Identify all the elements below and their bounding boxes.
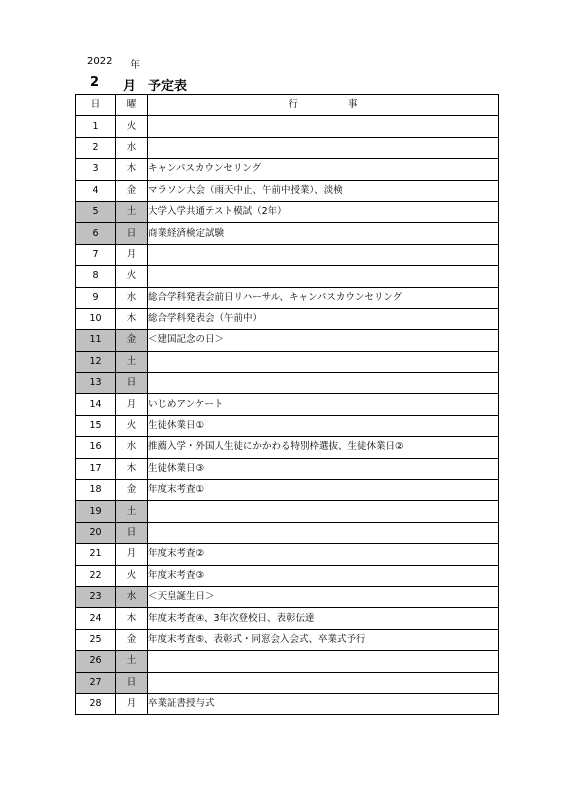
day-cell: 25 bbox=[76, 629, 116, 650]
event-cell: 年度末考査③ bbox=[148, 565, 499, 586]
table-row bbox=[76, 629, 499, 650]
weekday-cell: 日 bbox=[116, 522, 148, 543]
day-cell: 21 bbox=[76, 544, 116, 565]
table-row bbox=[76, 201, 499, 222]
weekday-cell: 土 bbox=[116, 501, 148, 522]
table-row bbox=[76, 373, 499, 394]
event-cell bbox=[148, 373, 499, 394]
event-cell: 年度末考査④、3年次登校日、表彰伝達 bbox=[148, 608, 499, 629]
weekday-cell: 日 bbox=[116, 223, 148, 244]
table-row bbox=[76, 415, 499, 436]
table-row bbox=[76, 394, 499, 415]
weekday-cell: 土 bbox=[116, 201, 148, 222]
table-header-row bbox=[76, 95, 499, 116]
day-cell: 3 bbox=[76, 159, 116, 180]
table-row bbox=[76, 480, 499, 501]
table-row bbox=[76, 586, 499, 607]
day-cell: 22 bbox=[76, 565, 116, 586]
table-row bbox=[76, 137, 499, 158]
weekday-cell: 木 bbox=[116, 308, 148, 329]
weekday-cell: 火 bbox=[116, 116, 148, 137]
event-cell: マラソン大会（雨天中止、午前中授業）、淡検 bbox=[148, 180, 499, 201]
event-cell bbox=[148, 651, 499, 672]
schedule-table bbox=[75, 94, 499, 715]
table-row bbox=[76, 437, 499, 458]
event-cell: 推薦入学・外国人生徒にかかわる特別枠選抜、生徒休業日② bbox=[148, 437, 499, 458]
day-cell: 16 bbox=[76, 437, 116, 458]
weekday-cell: 土 bbox=[116, 351, 148, 372]
day-cell: 11 bbox=[76, 330, 116, 351]
day-cell: 12 bbox=[76, 351, 116, 372]
event-cell: いじめアンケート bbox=[148, 394, 499, 415]
column-header-weekday: 曜 bbox=[116, 95, 148, 116]
event-cell bbox=[148, 244, 499, 265]
weekday-cell: 火 bbox=[116, 565, 148, 586]
weekday-cell: 火 bbox=[116, 415, 148, 436]
table-row bbox=[76, 223, 499, 244]
month-unit: 月 bbox=[123, 79, 137, 94]
event-cell: キャンパスカウンセリング bbox=[148, 159, 499, 180]
day-cell: 26 bbox=[76, 651, 116, 672]
schedule-title: 予定表 bbox=[148, 79, 188, 94]
day-cell: 8 bbox=[76, 266, 116, 287]
event-cell: 年度末考査⑤、表彰式・同窓会入会式、卒業式予行 bbox=[148, 629, 499, 650]
table-row bbox=[76, 501, 499, 522]
year-number: 2022 bbox=[87, 56, 113, 67]
day-cell: 17 bbox=[76, 458, 116, 479]
weekday-cell: 木 bbox=[116, 159, 148, 180]
event-cell: ＜建国記念の日＞ bbox=[148, 330, 499, 351]
day-cell: 5 bbox=[76, 201, 116, 222]
table-row bbox=[76, 651, 499, 672]
event-cell bbox=[148, 266, 499, 287]
table-row bbox=[76, 116, 499, 137]
column-header-event-left: 行 bbox=[288, 99, 298, 111]
weekday-cell: 火 bbox=[116, 266, 148, 287]
weekday-cell: 水 bbox=[116, 437, 148, 458]
event-cell bbox=[148, 116, 499, 137]
weekday-cell: 日 bbox=[116, 672, 148, 693]
table-row bbox=[76, 522, 499, 543]
table-row bbox=[76, 244, 499, 265]
day-cell: 10 bbox=[76, 308, 116, 329]
year-unit: 年 bbox=[130, 60, 140, 71]
table-row bbox=[76, 351, 499, 372]
column-header-event-right: 事 bbox=[348, 99, 358, 111]
event-cell bbox=[148, 501, 499, 522]
day-cell: 23 bbox=[76, 586, 116, 607]
event-cell: 年度末考査① bbox=[148, 480, 499, 501]
weekday-cell: 月 bbox=[116, 394, 148, 415]
day-cell: 4 bbox=[76, 180, 116, 201]
day-cell: 1 bbox=[76, 116, 116, 137]
weekday-cell: 月 bbox=[116, 693, 148, 714]
day-cell: 13 bbox=[76, 373, 116, 394]
weekday-cell: 木 bbox=[116, 608, 148, 629]
day-cell: 9 bbox=[76, 287, 116, 308]
column-header-event bbox=[148, 95, 499, 116]
weekday-cell: 木 bbox=[116, 458, 148, 479]
event-cell: 卒業証書授与式 bbox=[148, 693, 499, 714]
column-header-day: 日 bbox=[76, 95, 116, 116]
month-number: 2 bbox=[90, 75, 100, 90]
day-cell: 2 bbox=[76, 137, 116, 158]
event-cell: 商業経済検定試験 bbox=[148, 223, 499, 244]
table-row bbox=[76, 608, 499, 629]
weekday-cell: 金 bbox=[116, 180, 148, 201]
event-cell: 総合学科発表会前日リハーサル、キャンパスカウンセリング bbox=[148, 287, 499, 308]
table-row bbox=[76, 287, 499, 308]
event-cell: 生徒休業日① bbox=[148, 415, 499, 436]
weekday-cell: 金 bbox=[116, 480, 148, 501]
day-cell: 19 bbox=[76, 501, 116, 522]
table-row bbox=[76, 159, 499, 180]
table-row bbox=[76, 672, 499, 693]
table-row bbox=[76, 544, 499, 565]
day-cell: 18 bbox=[76, 480, 116, 501]
event-cell bbox=[148, 522, 499, 543]
day-cell: 7 bbox=[76, 244, 116, 265]
event-cell bbox=[148, 137, 499, 158]
event-cell: 生徒休業日③ bbox=[148, 458, 499, 479]
schedule-body bbox=[76, 116, 499, 715]
event-cell bbox=[148, 672, 499, 693]
table-row bbox=[76, 458, 499, 479]
event-cell: 大学入学共通テスト模試（2年） bbox=[148, 201, 499, 222]
weekday-cell: 土 bbox=[116, 651, 148, 672]
weekday-cell: 月 bbox=[116, 544, 148, 565]
day-cell: 24 bbox=[76, 608, 116, 629]
event-cell bbox=[148, 351, 499, 372]
weekday-cell: 金 bbox=[116, 629, 148, 650]
day-cell: 20 bbox=[76, 522, 116, 543]
table-row bbox=[76, 565, 499, 586]
day-cell: 14 bbox=[76, 394, 116, 415]
day-cell: 27 bbox=[76, 672, 116, 693]
table-row bbox=[76, 693, 499, 714]
table-row bbox=[76, 266, 499, 287]
event-cell: 年度末考査② bbox=[148, 544, 499, 565]
weekday-cell: 水 bbox=[116, 287, 148, 308]
weekday-cell: 日 bbox=[116, 373, 148, 394]
table-row bbox=[76, 308, 499, 329]
event-cell: 総合学科発表会（午前中） bbox=[148, 308, 499, 329]
weekday-cell: 月 bbox=[116, 244, 148, 265]
day-cell: 6 bbox=[76, 223, 116, 244]
day-cell: 15 bbox=[76, 415, 116, 436]
weekday-cell: 水 bbox=[116, 137, 148, 158]
table-row bbox=[76, 330, 499, 351]
weekday-cell: 金 bbox=[116, 330, 148, 351]
event-cell: ＜天皇誕生日＞ bbox=[148, 586, 499, 607]
weekday-cell: 水 bbox=[116, 586, 148, 607]
table-row bbox=[76, 180, 499, 201]
day-cell: 28 bbox=[76, 693, 116, 714]
